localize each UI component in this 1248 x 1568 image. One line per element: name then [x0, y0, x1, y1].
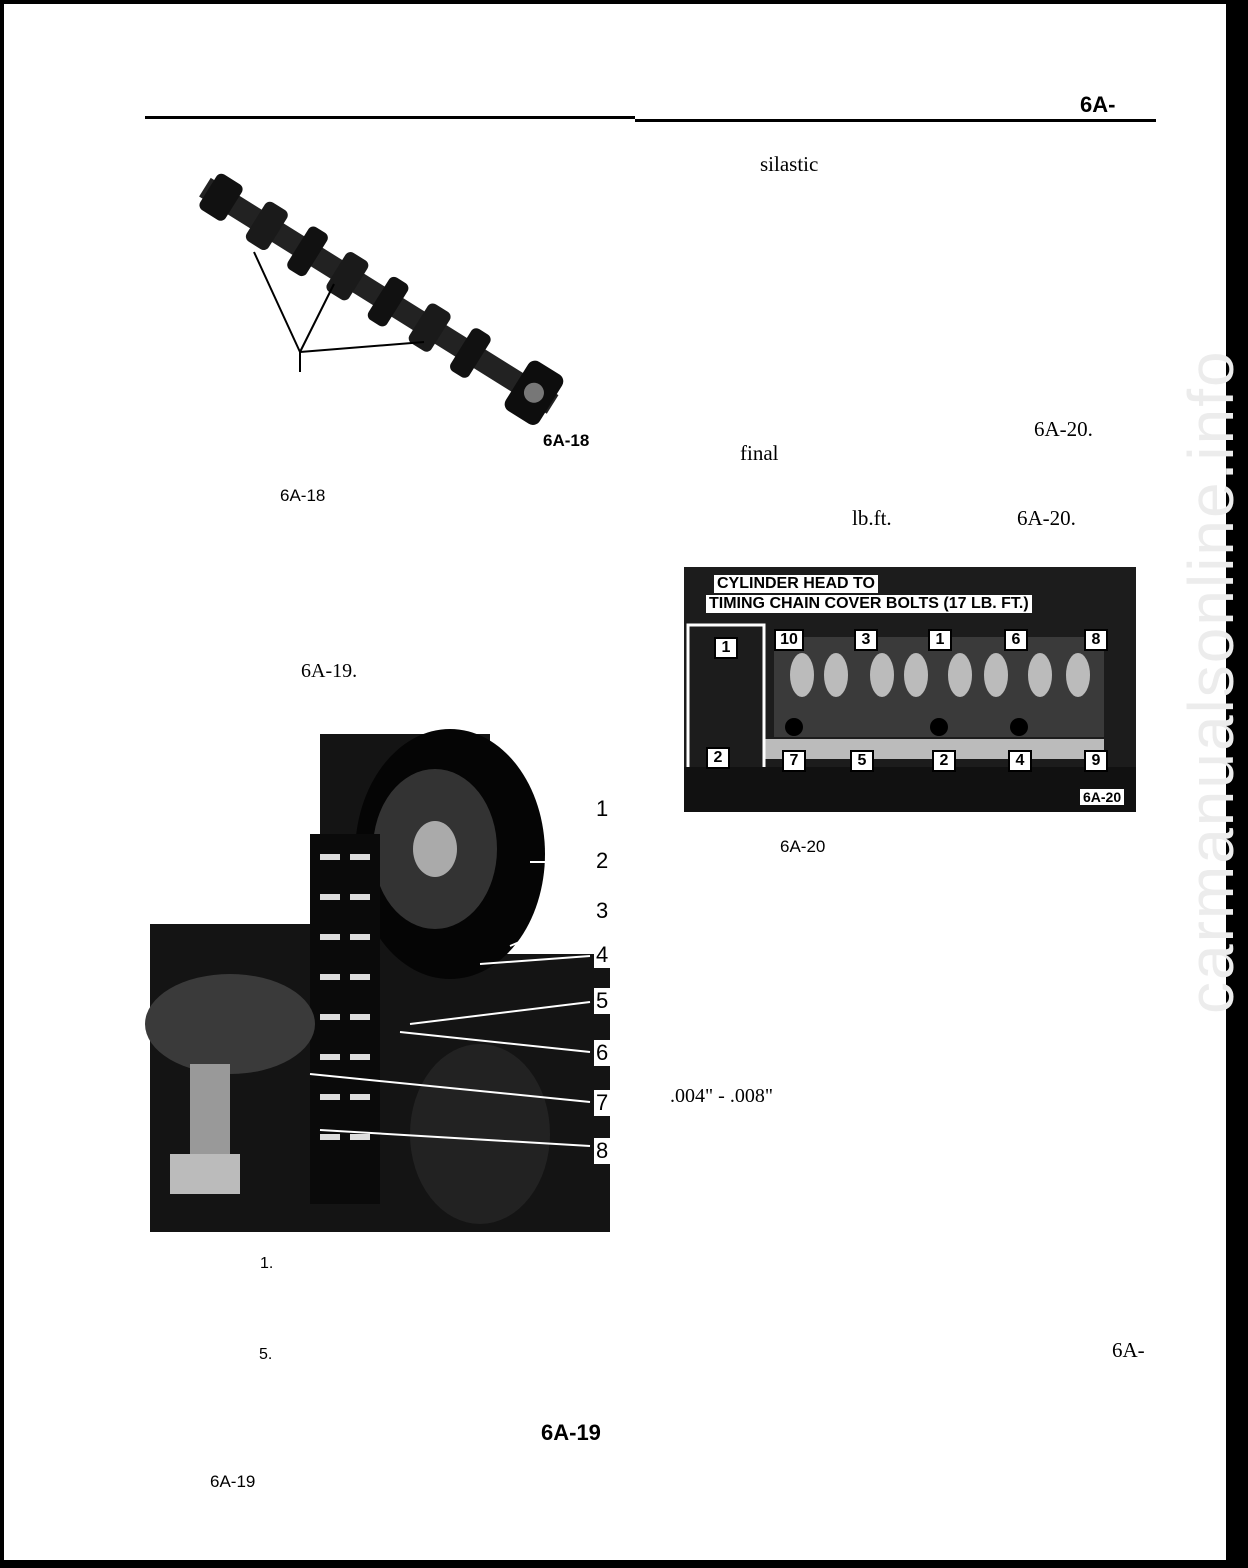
watermark: carmanualsonline.info: [1175, 349, 1247, 1014]
text-lbft: lb.ft.: [852, 506, 892, 530]
figure-6a19-callout-1: 1: [596, 796, 609, 821]
figure-6a19-callout-2: 2: [596, 848, 609, 873]
figure-6a19-callout-5: 5: [596, 988, 609, 1013]
bolt-number-5: 5: [850, 750, 874, 772]
figure-6a18-label: 6A-18: [543, 431, 590, 450]
caption-6a19: 6A-19: [210, 1472, 256, 1491]
bolt-number-side-1: 1: [714, 637, 738, 659]
header-section-code: 6A-: [1080, 92, 1116, 117]
text-silastic: silastic: [760, 152, 819, 176]
text-final: final: [740, 441, 779, 465]
figure-6a20-photo: [684, 567, 1136, 812]
header-rule-left: [145, 116, 635, 119]
bolt-number-10: 10: [774, 629, 804, 651]
figure-6a19-label: 6A-19: [541, 1420, 601, 1445]
legend-item-1: 1.: [260, 1255, 274, 1272]
bolt-number-8: 8: [1084, 629, 1108, 651]
figure-6a20-label: 6A-20: [1080, 789, 1124, 805]
bolt-number-7: 7: [782, 750, 806, 772]
figure-6a19-callout-3: 3: [596, 898, 609, 923]
figure-6a19-callout-7: 7: [596, 1090, 609, 1115]
bolt-number-3: 3: [854, 629, 878, 651]
legend-item-5: 5.: [259, 1346, 273, 1363]
text-clearance: .004" - .008": [670, 1085, 773, 1107]
figure-6a20-title-line1: CYLINDER HEAD TO: [714, 575, 878, 593]
bolt-number-4: 4: [1008, 750, 1032, 772]
figure-6a19-callout-8: 8: [596, 1138, 609, 1163]
figure-6a20-title-line2: TIMING CHAIN COVER BOLTS (17 LB. FT.): [706, 595, 1032, 613]
ref-6a20-a: 6A-20.: [1034, 417, 1093, 441]
figure-6a19-photo: [150, 734, 610, 1232]
ref-6a-end: 6A-: [1112, 1338, 1145, 1362]
bolt-number-side-2: 2: [706, 747, 730, 769]
figure-6a19-callout-6: 6: [596, 1040, 609, 1065]
bolt-number-9: 9: [1084, 750, 1108, 772]
bolt-number-2: 2: [932, 750, 956, 772]
header-rule-right: [635, 119, 1156, 122]
manual-page: [4, 4, 1247, 1560]
bolt-number-1: 1: [928, 629, 952, 651]
ref-6a19: 6A-19.: [301, 660, 358, 682]
caption-6a18: 6A-18: [280, 486, 326, 505]
ref-6a20-b: 6A-20.: [1017, 506, 1076, 530]
bolt-number-6: 6: [1004, 629, 1028, 651]
figure-6a19-callout-4: 4: [596, 942, 609, 967]
caption-6a20: 6A-20: [780, 837, 826, 856]
figure-6a18-camshaft: [164, 164, 604, 434]
